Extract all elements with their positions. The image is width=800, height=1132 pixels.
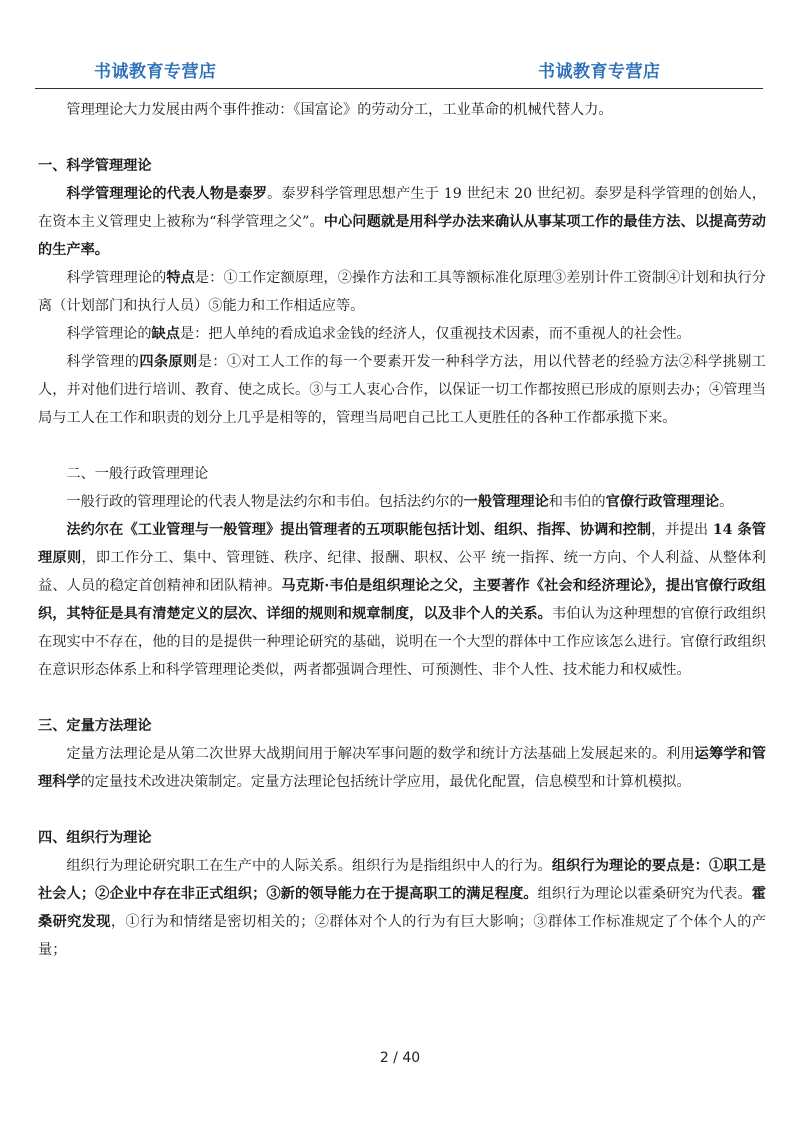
section-1-paragraph-2 [38, 264, 766, 320]
text: 一般行政的管理理论的代表人物是法约尔和韦伯。包括法约尔的 [66, 494, 464, 510]
emphasis: 马克斯·韦伯是组织理论之父，主要著作《社会和经济理论》，提出官僚行政组织，其特征是具有清楚定义的层次、详细的规则和规章制度，以及非个人的关系。 [38, 578, 766, 622]
emphasis: 中心问题就是用科学办法来确认从事某项工作的最佳方法、以提高劳动的生产率。 [38, 214, 766, 258]
spacer [38, 432, 766, 460]
spacer [38, 796, 766, 824]
section-1-paragraph-4 [38, 348, 766, 432]
spacer [38, 684, 766, 712]
text: 组织行为理论研究职工在生产中的人际关系。组织行为是指组织中人的行为。 [66, 858, 552, 874]
section-1-paragraph-3 [38, 320, 766, 348]
text: ，①行为和情绪是密切相关的；②群体对个人的行为有巨大影响；③群体工作标准规定了个体个人的产量； [38, 914, 766, 958]
text: 韦伯认为这种理想的官僚行政组织在现实中不存在，他的目的是提供一种理论研究的基础，说明在一个大型的群体中工作应该怎么进行。官僚行政组织在意识形态体系上和科学管理理论类似，两者都强调合理性、可预测性、非个人性、技术能力和权威性。 [38, 606, 766, 678]
text: ，并提出 [651, 522, 713, 538]
section-2-paragraph-2 [38, 516, 766, 684]
spacer [38, 124, 766, 152]
emphasis: 官僚行政管理理论 [605, 494, 720, 510]
text: 是：把人单纯的看成追求金钱的经济人，仅重视技术因素，而不重视人的社会性。 [179, 326, 691, 342]
text: 是：①工作定额原理，②操作方法和工具等额标准化原理③差别计件工资制④计划和执行分离（计划部门和执行人员）⑤能力和工作相适应等。 [38, 270, 766, 314]
emphasis: 法约尔在《工业管理与一般管理》提出管理者的五项职能包括计划、组织、指挥、协调和控制 [66, 522, 652, 538]
text: 。泰罗科学管理思想产生于 19 世纪末 20 世纪初。泰罗是科学管理的创始人，在资本主义管理史上被称为“科学管理之父”。 [38, 186, 766, 230]
emphasis: 特点 [166, 270, 195, 286]
emphasis: 一般管理理论 [463, 494, 549, 510]
section-4-paragraph-1 [38, 852, 766, 964]
emphasis: 运筹学和管理科学 [38, 746, 766, 790]
section-3-heading: 三、定量方法理论 [38, 718, 152, 734]
emphasis: 四条原则 [139, 354, 198, 370]
text: 科学管理理论的 [66, 270, 167, 286]
section-2-paragraph-1 [38, 488, 766, 516]
section-4-heading: 四、组织行为理论 [38, 830, 152, 846]
page-header [0, 0, 800, 92]
header-divider [35, 88, 763, 89]
section-3-paragraph-1 [38, 740, 766, 796]
page-number: 2 / 40 [379, 1050, 421, 1066]
emphasis: 组织行为理论的要点是：①职工是社会人；②企业中存在非正式组织；③新的领导能力在于提高职工的满足程度。 [38, 858, 766, 902]
emphasis: 霍桑研究发现 [38, 886, 766, 930]
text: 定量方法理论是从第二次世界大战期间用于解决军事问题的数学和统计方法基础上发展起来的。利用 [66, 746, 695, 762]
emphasis: 14 条管理原则 [38, 522, 766, 566]
emphasis: 缺点 [151, 326, 180, 342]
section-2-heading: 二、一般行政管理理论 [66, 466, 209, 482]
emphasis: 科学管理理论的代表人物是泰罗 [66, 186, 268, 202]
document-body [38, 96, 766, 964]
intro-paragraph: 管理理论大力发展由两个事件推动：《国富论》的劳动分工，工业革命的机械代替人力。 [66, 102, 613, 118]
text: 科学管理论的 [66, 326, 152, 342]
text: 组织行为理论以霍桑研究为代表。 [537, 886, 752, 902]
brand-right: 书诚教育专营店 [538, 62, 661, 82]
text: ，即工作分工、集中、管理链、秩序、纪律、报酬、职权、公平 统一指挥、统一方向、个人利益、从整体利益、人员的稳定首创精神和团队精神。 [38, 550, 766, 594]
brand-left: 书诚教育专营店 [94, 62, 217, 82]
text: 和韦伯的 [548, 494, 606, 510]
text: 科学管理的 [66, 354, 140, 370]
text: 的定量技术改进决策制定。定量方法理论包括统计学应用，最优化配置，信息模型和计算机模拟。 [80, 774, 691, 790]
section-1-paragraph-1 [38, 180, 766, 264]
text: 。 [719, 494, 734, 510]
text: 是：①对工人工作的每一个要素开发一种科学方法，用以代替老的经验方法②科学挑剔工人，并对他们进行培训、教育、使之成长。③与工人衷心合作，以保证一切工作都按照已形成的原则去办；④管理当局与工人在工作和职责的划分上几乎是相等的，管理当局吧自己比工人更胜任的各种工作都承揽下来。 [38, 354, 766, 426]
section-1-heading: 一、科学管理理论 [38, 158, 152, 174]
